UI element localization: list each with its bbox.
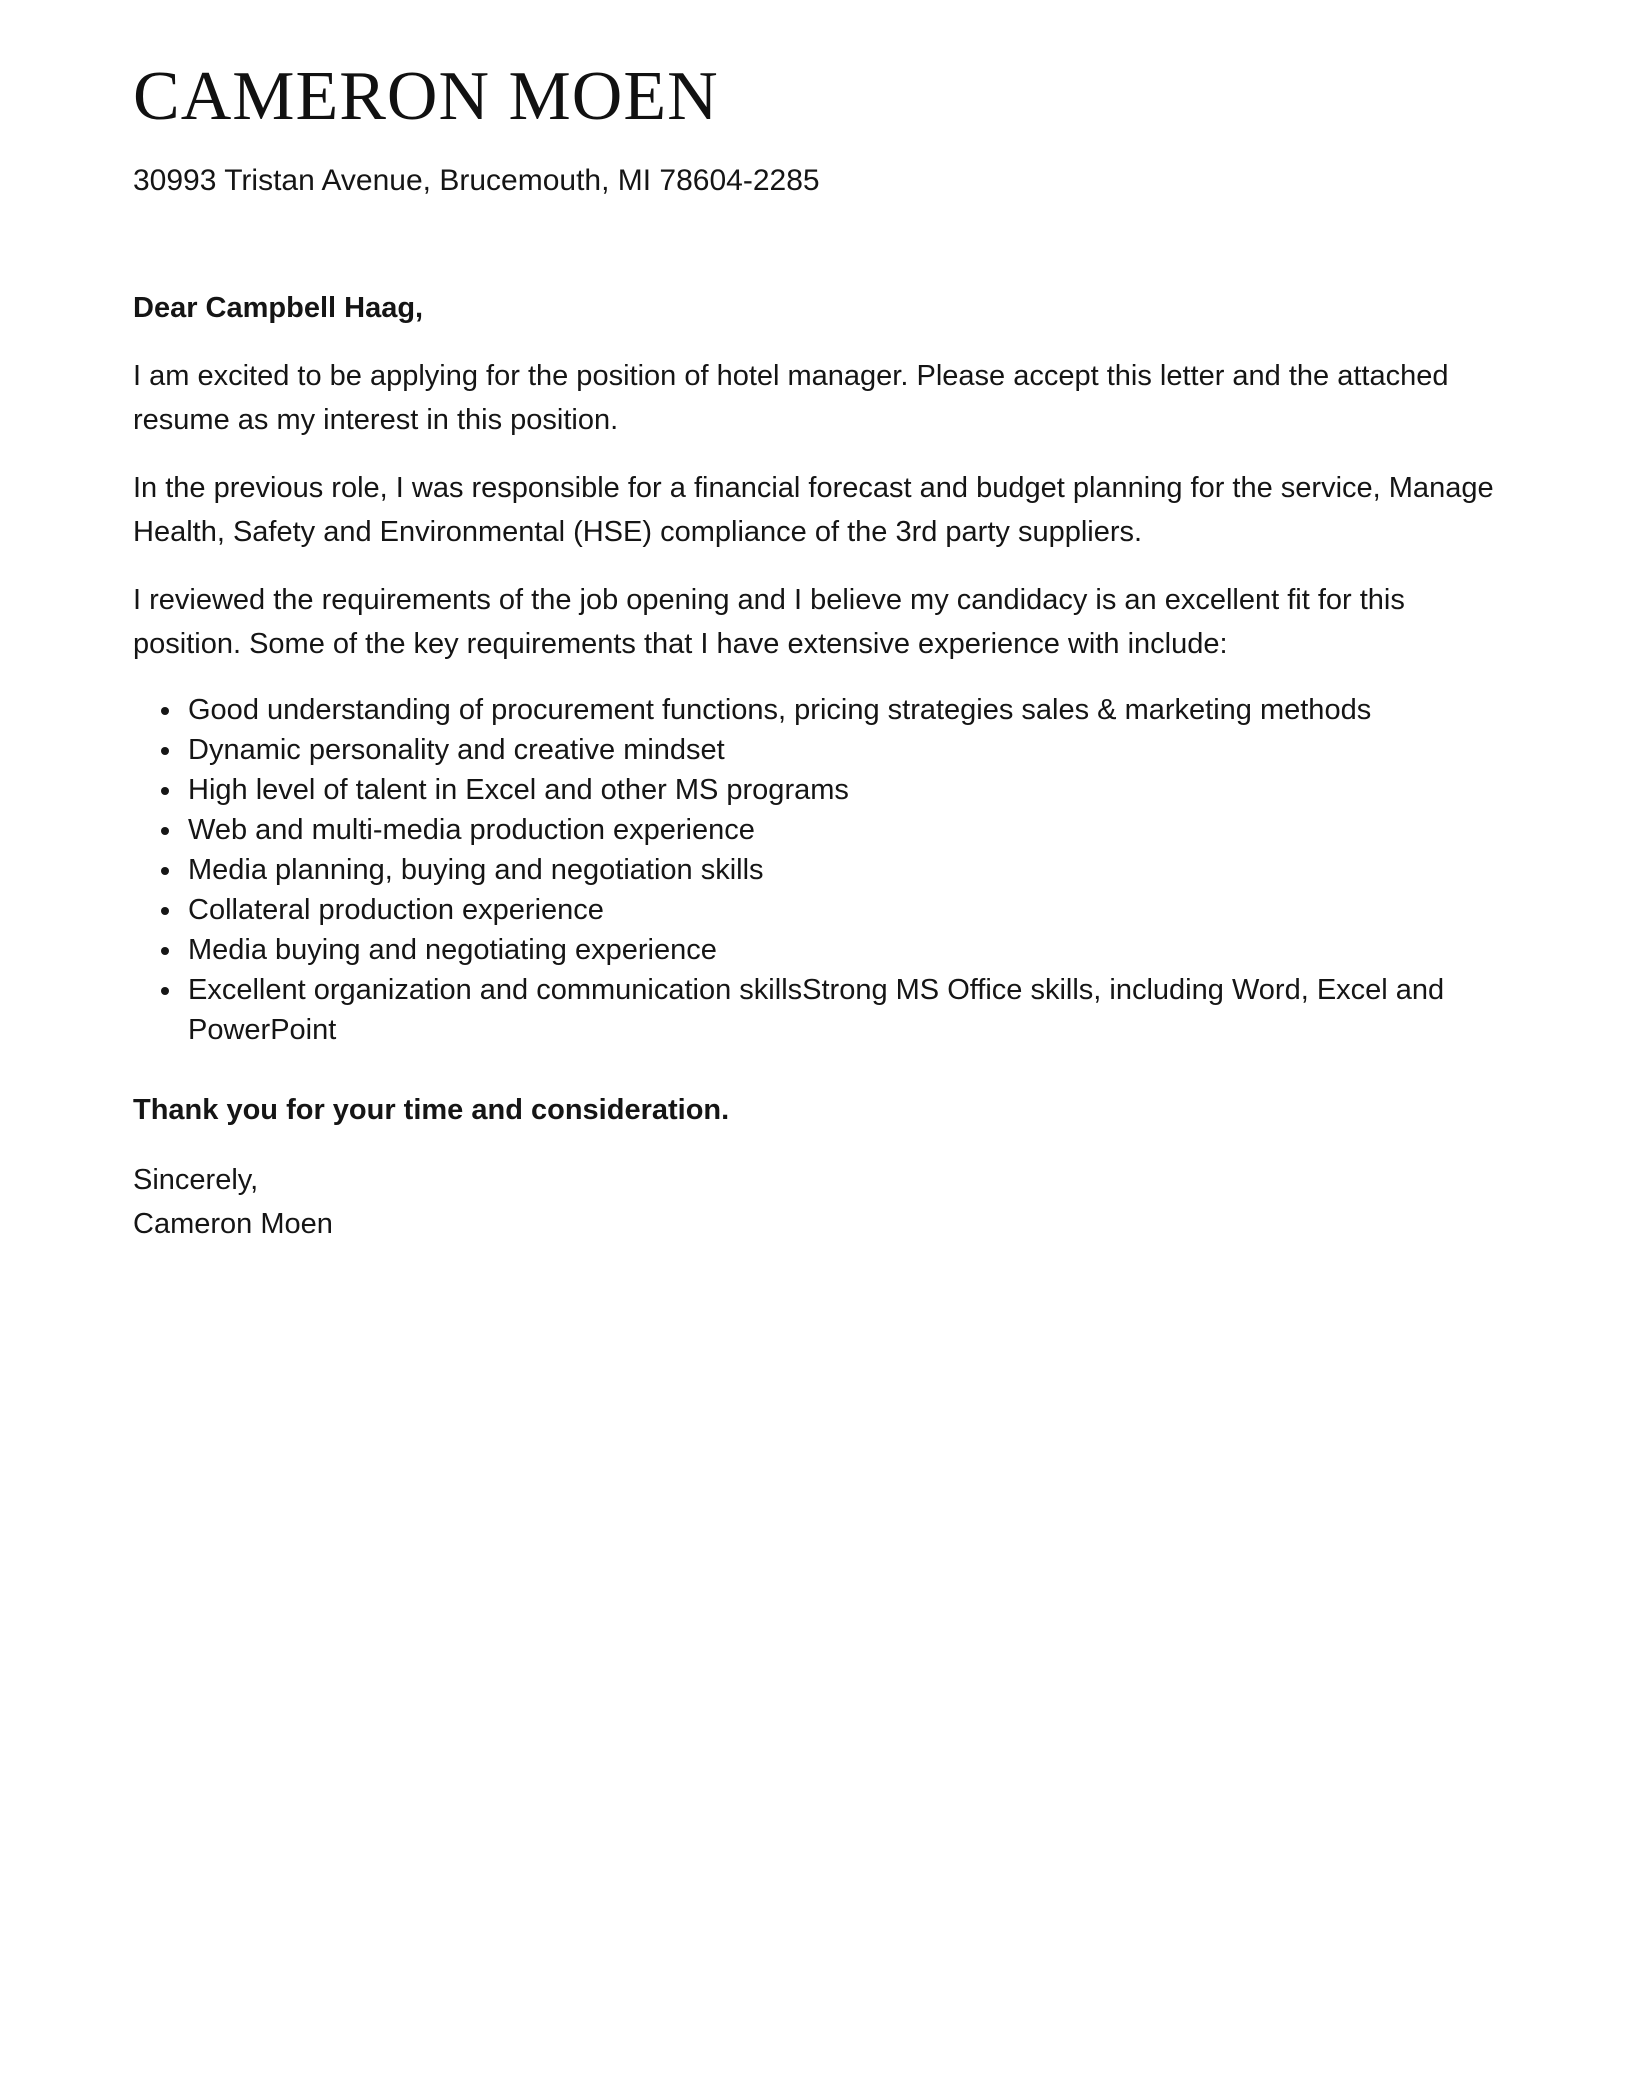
requirement-item: • Media buying and negotiating experience [184,930,1499,970]
letter-paragraph: I am excited to be applying for the position of hotel manager. Please accept this letter and the attached resume as my interest in this position. [133,360,1449,436]
requirement-item: • Web and multi-media production experience [184,810,1499,850]
signoff: Sincerely, [133,1164,259,1196]
salutation: Dear Campbell Haag, [133,292,424,324]
signature-name: Cameron Moen [133,1208,333,1240]
applicant-name: CAMERON MOEN [133,58,719,135]
requirements-list [133,690,1499,1050]
requirement-item: • Collateral production experience [184,890,1499,930]
requirement-item: • Media planning, buying and negotiation skills [184,850,1499,890]
requirement-item: • Dynamic personality and creative mindset [184,730,1499,770]
applicant-address: 30993 Tristan Avenue, Brucemouth, MI 78604-2285 [133,164,820,197]
letter-header [133,58,1499,200]
letter-paragraphs [133,354,1499,666]
requirement-item: • High level of talent in Excel and other MS programs [184,770,1499,810]
letter-paragraph: I reviewed the requirements of the job opening and I believe my candidacy is an excellent fit for this position. Some of the key requirements that I have extensive experience with include: [133,584,1405,660]
requirement-item: • Excellent organization and communication skillsStrong MS Office skills, including Word, Excel and PowerPoint [184,970,1499,1050]
closing-thanks: Thank you for your time and consideration. [133,1094,730,1126]
requirement-item: • Good understanding of procurement functions, pricing strategies sales & marketing methods [184,690,1499,730]
letter-body [133,286,1499,1246]
letter-paragraph: In the previous role, I was responsible for a financial forecast and budget planning for the service, Manage Health, Safety and Environmental (HSE) compliance of the 3rd party suppliers. [133,472,1494,548]
